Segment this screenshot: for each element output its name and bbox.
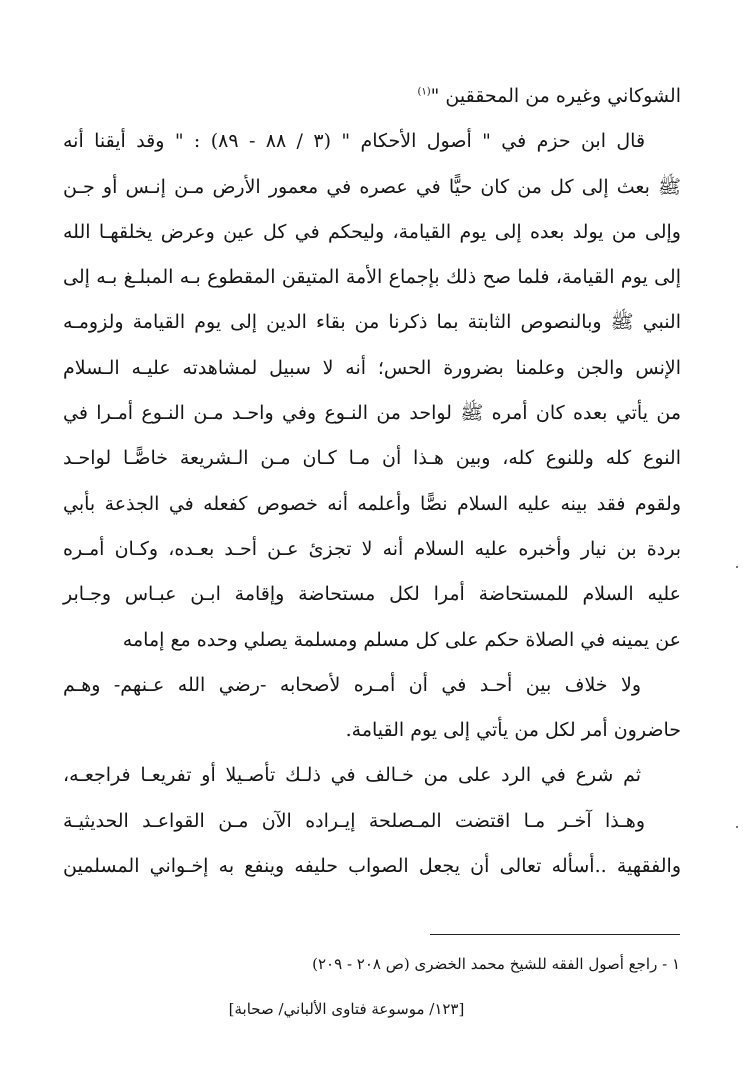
text-line-1 (63, 74, 681, 119)
text-line-13: عن يمينه في الصلاة حكم على كل مسلم ومسلمة يصلي وحده مع إمامه (122, 628, 681, 651)
text-line-5: إلى يوم القيامة، فلما صح ذلك بإجماع الأمة المتيقن المقطوع بـه المبلـغ بـه إلى (63, 266, 681, 289)
footnote-divider (430, 934, 680, 935)
text-line-17: وهـذا آخـر مـا اقتضت المـصلحة إيـراده الآن مـن القواعـد الحديثيـة (63, 809, 645, 832)
main-text (63, 74, 681, 889)
text-line-15: حاضرون أمر لكل من يأتي إلى يوم القيامة. (345, 719, 681, 742)
text-line-8: من يأتي بعده كان أمره ﷺ لواحد من النـوع وفي واحـد مـن النـوع أمـرا في (63, 402, 681, 425)
text-line-16: ثم شرع في الرد على من خـالف في ذلـك تأصـيلا أو تفريعـا فراجعـه، (63, 764, 641, 787)
text-line-3: ﷺ بعث إلى كل من كان حيًّا في عصره في معمور الأرض مـن إنـس أو جـن (63, 175, 681, 198)
text-line-11: بردة بن نيار وأخبره عليه السلام أنه لا تجزئ عـن أحـد بعـده، وكـان أمـره (63, 537, 681, 560)
page-footer: [١٢٣/ موسوعة فتاوى الألباني/ صحابة] (228, 1000, 465, 1018)
text-line-7: الإنس والجن وعلمنا بضرورة الحس؛ أنه لا سبيل لمشاهدته عليـه الـسلام (63, 356, 681, 379)
text-line-6: النبي ﷺ وبالنصوص الثابتة بما ذكرنا من بقاء الدين إلى يوم القيامة ولزومـه (63, 311, 681, 334)
margin-dot (736, 826, 738, 828)
text-line-12: عليه السلام للمستحاضة أمرا لكل مستحاضة وإقامة ابـن عبـاس وجـابر (63, 583, 681, 606)
text-line-14: ولا خلاف بين أحـد في أن أمـره لأصحابه -رضي الله عـنهم- وهـم (63, 673, 641, 696)
text-line-10: ولقوم فقد بينه عليه السلام نصًّا وأعلمه أنه خصوص كفعله في الجذعة بأبي (63, 492, 681, 515)
text-line-2: قال ابن حزم في " أصول الأحكام " (٣ / ٨٨ - ٨٩) : " وقد أيقنا أنه (63, 130, 646, 153)
text-line-9: النوع كله وللنوع كله، وبين هـذا أن مـا كـان مـن الـشريعة خاصًّـا لواحـد (63, 447, 681, 470)
footnote: ١ - راجع أصول الفقه للشيخ محمد الخضرى (ص ٢٠٨ - ٢٠٩) (312, 955, 680, 973)
margin-dot (736, 566, 738, 568)
text-line-4: وإلى من يولد بعده إلى يوم القيامة، وليحكم في كل عين وعرض يخلقهـا الله (63, 220, 681, 243)
text-line-18: والفقهية ..أسأله تعالى أن يجعل الصواب حليفه وينفع به إخـواني المسلمين (63, 855, 681, 878)
line-text: الشوكاني وغيره من المحققين " (430, 85, 681, 107)
footnote-reference: (١) (417, 86, 431, 98)
